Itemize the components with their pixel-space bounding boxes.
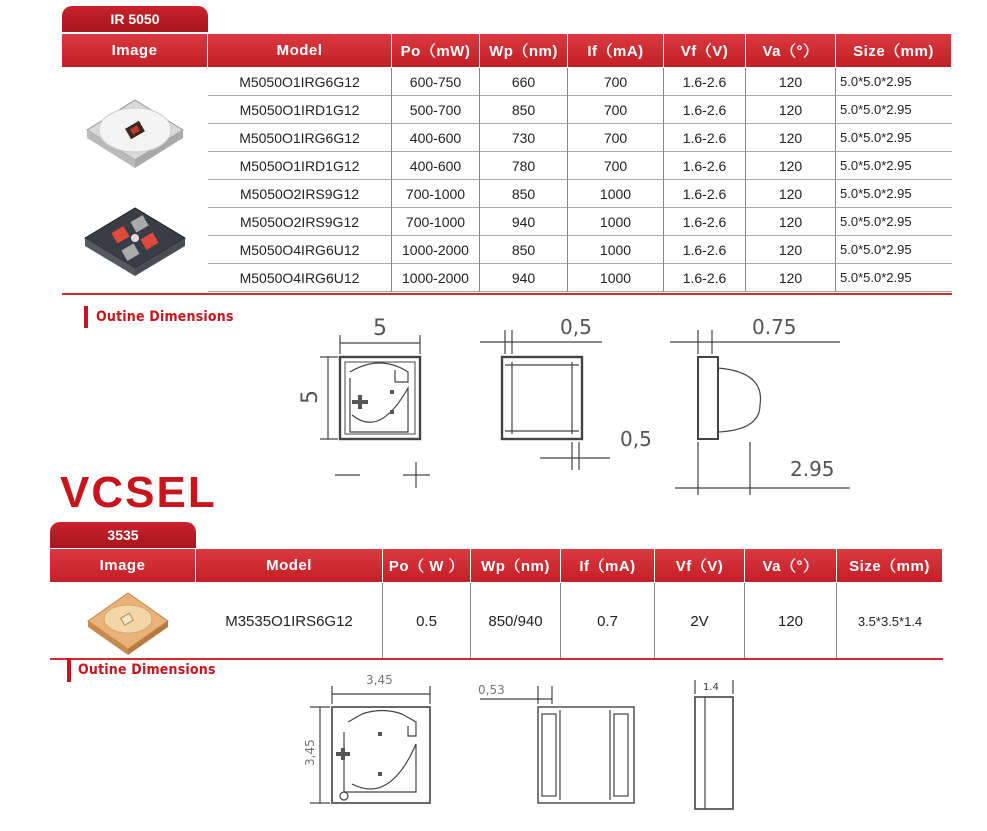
ir-cell: 120 (746, 152, 836, 180)
ir-cell: M5050O4IRG6U12 (208, 264, 392, 292)
vcsel-header-6: Va（°） (745, 549, 837, 582)
ir-table-body (208, 68, 952, 292)
ir-cell: 700 (568, 124, 664, 152)
ir-cell: 5.0*5.0*2.95 (836, 180, 952, 208)
ir-header-2: Po（mW) (392, 34, 480, 67)
ir-cell: 5.0*5.0*2.95 (836, 152, 952, 180)
ir-cell: M5050O1IRD1G12 (208, 152, 392, 180)
vcsel-header-5: Vf（V) (655, 549, 745, 582)
ir-header-3: Wp（nm) (480, 34, 568, 67)
ir-cell: 5.0*5.0*2.95 (836, 264, 952, 292)
ir-cell: 600-750 (392, 68, 480, 96)
vcsel-dim-height-total: 1.4 (703, 682, 719, 693)
ir-header-7: Size（mm) (836, 34, 952, 67)
ir-cell: 850 (480, 96, 568, 124)
vcsel-header-3: Wp（nm) (471, 549, 561, 582)
ir-cell: 700 (568, 96, 664, 124)
ir-cell: 5.0*5.0*2.95 (836, 208, 952, 236)
ir-dim-width: 5 (373, 316, 387, 341)
ir-cell: 730 (480, 124, 568, 152)
ir-cell: 1000 (568, 236, 664, 264)
ir-cell: 1.6-2.6 (664, 208, 746, 236)
vcsel-header-4: If（mA) (561, 549, 655, 582)
ir-cell: 700-1000 (392, 208, 480, 236)
ir-cell: 120 (746, 208, 836, 236)
ir-cell: M5050O1IRD1G12 (208, 96, 392, 124)
table-row (208, 236, 952, 264)
ir-outline-drawing (290, 310, 880, 495)
ir-image-cell (62, 68, 208, 292)
ir-cell: M5050O2IRS9G12 (208, 180, 392, 208)
vcsel-cell: 0.5 (383, 583, 471, 659)
ir-cell: 5.0*5.0*2.95 (836, 236, 952, 264)
ir-cell: 1000 (568, 208, 664, 236)
vcsel-cell: 850/940 (471, 583, 561, 659)
ir-outline-label: Outine Dimensions (96, 309, 234, 325)
ir-cell: M5050O4IRG6U12 (208, 236, 392, 264)
ir-outline-bar (84, 306, 88, 328)
ir-cell: 700 (568, 68, 664, 96)
vcsel-cell: 0.7 (561, 583, 655, 659)
table-row (208, 264, 952, 292)
ir-cell: 940 (480, 208, 568, 236)
ir-header-6: Va（°） (746, 34, 836, 67)
ir-cell: 1.6-2.6 (664, 180, 746, 208)
ir-cell: 120 (746, 180, 836, 208)
vcsel-dim-width: 3,45 (366, 673, 393, 687)
ir-cell: 780 (480, 152, 568, 180)
ir-cell: 1.6-2.6 (664, 264, 746, 292)
vcsel-led-image (50, 583, 196, 659)
vcsel-outline-label: Outine Dimensions (78, 662, 216, 678)
ir-cell: M5050O1IRG6G12 (208, 124, 392, 152)
ir-dim-dome: 0.75 (752, 315, 797, 339)
ir-cell: 1000 (568, 264, 664, 292)
vcsel-header-7: Size（mm) (837, 549, 943, 582)
ir-cell: 1.6-2.6 (664, 152, 746, 180)
vcsel-cell: 2V (655, 583, 745, 659)
ir-cell: 5.0*5.0*2.95 (836, 124, 952, 152)
table-row (196, 583, 943, 659)
ir-cell: 5.0*5.0*2.95 (836, 68, 952, 96)
ir-cell: 850 (480, 236, 568, 264)
vcsel-outline-bar (67, 658, 71, 682)
ir-cell: 400-600 (392, 124, 480, 152)
ir-cell: 700-1000 (392, 180, 480, 208)
table-row (208, 96, 952, 124)
ir-cell: 1000-2000 (392, 264, 480, 292)
vcsel-cell: 120 (745, 583, 837, 659)
ir-cell: M5050O2IRS9G12 (208, 208, 392, 236)
ir-cell: 120 (746, 68, 836, 96)
ir-cell: 1.6-2.6 (664, 124, 746, 152)
ir-led-quad-image (85, 208, 185, 276)
table-row (208, 180, 952, 208)
ir-cell: M5050O1IRG6G12 (208, 68, 392, 96)
ir-led-images (62, 68, 208, 292)
vcsel-dim-pad: 0,53 (478, 683, 505, 697)
vcsel-image-cell (50, 583, 196, 659)
ir-cell: 5.0*5.0*2.95 (836, 96, 952, 124)
ir-dim-height-total: 2.95 (790, 457, 835, 481)
table-row (208, 208, 952, 236)
ir-dim-height: 5 (298, 390, 323, 404)
ir-header-4: If（mA) (568, 34, 664, 67)
ir-cell: 1.6-2.6 (664, 68, 746, 96)
vcsel-dim-height: 3,45 (303, 739, 317, 766)
vcsel-cell: 3.5*3.5*1.4 (857, 613, 923, 629)
ir-cell: 1.6-2.6 (664, 96, 746, 124)
ir-header-5: Vf（V) (664, 34, 746, 67)
ir-section-tab: IR 5050 (62, 6, 208, 32)
ir-cell: 120 (746, 96, 836, 124)
vcsel-section-tab: 3535 (50, 522, 196, 548)
ir-table-bottom-line (62, 293, 952, 295)
vcsel-header-1: Model (196, 549, 383, 582)
ir-cell: 1000 (568, 180, 664, 208)
vcsel-table-body (196, 583, 943, 659)
ir-cell: 120 (746, 124, 836, 152)
table-row (208, 152, 952, 180)
ir-header-1: Model (208, 34, 392, 67)
table-row (208, 68, 952, 96)
vcsel-table-header (50, 549, 943, 582)
ir-cell: 940 (480, 264, 568, 292)
vcsel-outline-drawing (290, 672, 770, 831)
ir-dim-pad2: 0,5 (620, 427, 652, 451)
ir-led-single-image (87, 100, 183, 168)
table-row (208, 124, 952, 152)
ir-cell: 660 (480, 68, 568, 96)
vcsel-table-bottom-line (50, 658, 943, 660)
ir-cell: 1000-2000 (392, 236, 480, 264)
vcsel-header-2: Po（ W ） (383, 549, 471, 582)
ir-header-0: Image (62, 34, 208, 67)
ir-cell: 1.6-2.6 (664, 236, 746, 264)
ir-cell: 700 (568, 152, 664, 180)
ir-dim-pad: 0,5 (560, 315, 592, 339)
vcsel-header-0: Image (50, 549, 196, 582)
ir-cell: 500-700 (392, 96, 480, 124)
ir-cell: 120 (746, 236, 836, 264)
ir-table-header (62, 34, 952, 67)
ir-cell: 400-600 (392, 152, 480, 180)
ir-cell: 850 (480, 180, 568, 208)
vcsel-cell: M3535O1IRS6G12 (196, 583, 383, 659)
vcsel-title: VCSEL (60, 468, 217, 517)
ir-cell: 120 (746, 264, 836, 292)
